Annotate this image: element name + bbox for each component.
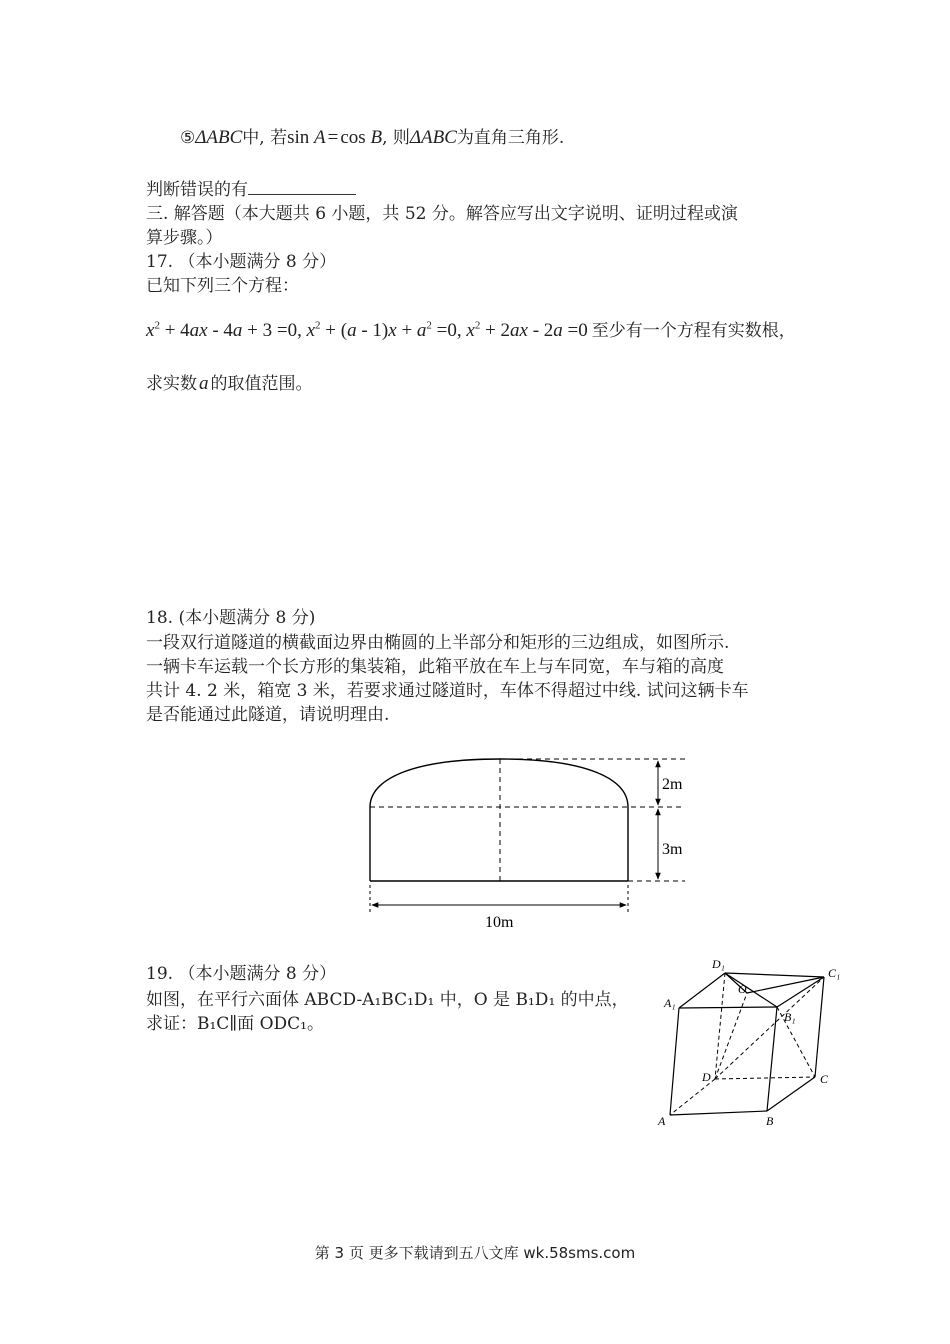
item-5-mid1: 中, 若: [242, 128, 288, 148]
label-10m: 10m: [485, 914, 514, 931]
q17-equations-tail: 至少有一个方程有实数根，: [591, 321, 796, 342]
q17-ask-var: a: [199, 373, 209, 394]
cos-fn: cos: [340, 127, 366, 148]
label-a: A: [658, 1114, 666, 1128]
label-d1: D₁: [712, 957, 725, 971]
page-footer: 第 3 页 更多下载请到五八文库 wk.58sms.com: [314, 1244, 636, 1262]
label-b: B: [766, 1114, 774, 1128]
section-3-line-2: 算步骤。）: [146, 228, 223, 248]
label-c1: C₁: [828, 966, 841, 980]
tunnel-figure: [340, 745, 700, 935]
q17-intro: 已知下列三个方程：: [146, 276, 299, 296]
q19-line-1: 如图，在平行六面体 ABCD-A₁BC₁D₁ 中，O 是 B₁D₁ 的中点，: [146, 990, 629, 1010]
q17-equations: [146, 314, 796, 343]
var-a: A: [314, 127, 326, 148]
item-number: ⑤: [180, 128, 196, 148]
ellipse-arc: [370, 759, 628, 807]
sin-fn: sin: [287, 127, 310, 148]
q17-header: 17. （本小题满分 8 分）: [146, 252, 337, 272]
triangle-abc: ΔABC: [195, 127, 243, 148]
q18-line-1: 一段双行道隧道的横截面边界由椭圆的上半部分和矩形的三边组成，如图所示.: [146, 633, 730, 653]
answer-blank[interactable]: [248, 176, 356, 195]
q19-header: 19. （本小题满分 8 分）: [146, 964, 337, 984]
q18-line-3: 共计 4. 2 米，箱宽 3 米，若要求通过隧道时，车体不得超过中线. 试问这辆卡车: [146, 681, 749, 701]
label-d: D: [702, 1070, 711, 1084]
item-5-tail: 为直角三角形.: [456, 128, 565, 148]
q17-ask-suffix: 的取值范围。: [210, 374, 313, 394]
equation-set: $x^2 + 4ax - 4a + 3 =0$, $x^2 + (a - 1)x + a^2 =0$, $x^2 + 2ax - 2a =0$: [146, 320, 588, 342]
judge-line: [146, 176, 356, 202]
label-2m: 2m: [662, 776, 683, 793]
label-c: C: [820, 1072, 829, 1086]
section-3-line-1: 三. 解答题（本大题共 6 小题，共 52 分。解答应写出文字说明、证明过程或演: [146, 204, 738, 224]
q17-ask-prefix: 求实数: [146, 374, 197, 394]
label-3m: 3m: [662, 841, 683, 858]
var-b: B: [370, 127, 383, 148]
label-a1: A₁: [664, 996, 676, 1010]
item-5-mid2: , 则: [382, 128, 410, 148]
q18-line-4: 是否能通过此隧道，请说明理由.: [146, 705, 390, 725]
label-o: O: [738, 982, 747, 996]
q19-line-2: 求证：B₁C∥面 ODC₁。: [146, 1014, 324, 1034]
q18-line-2: 一辆卡车运载一个长方形的集装箱，此箱平放在车上与车同宽，车与箱的高度: [146, 657, 724, 677]
item-5: [180, 126, 564, 150]
judge-prefix: 判断错误的有: [146, 180, 248, 200]
parallelepiped-figure: [650, 955, 850, 1135]
label-b1: B₁: [784, 1010, 796, 1024]
q18-header: 18. (本小题满分 8 分): [146, 608, 316, 628]
triangle-abc-2: ΔABC: [409, 127, 457, 148]
q17-ask: [146, 372, 313, 396]
equals: =: [327, 127, 339, 148]
